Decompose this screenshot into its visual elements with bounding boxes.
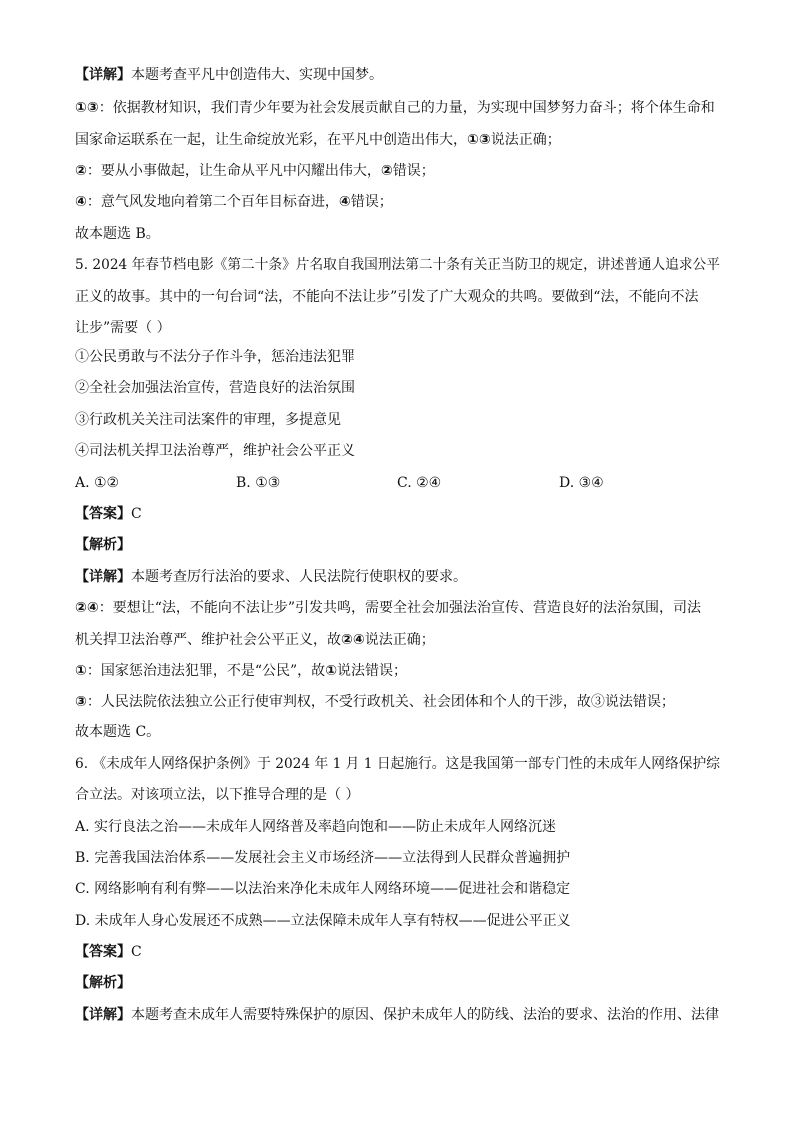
q5-point1-line2 [75, 630, 435, 650]
q5-option-b: B. ①③ [236, 475, 281, 491]
q5-stem-line3: 让步”需要（ ） [75, 320, 171, 336]
detail-tag: 【详解】 [75, 569, 131, 585]
q6-option-d: D. 未成年人身心发展还不成熟——立法保障未成年人享有特权——促进公平正义 [75, 913, 571, 929]
q6-analysis-line [75, 973, 131, 993]
q5-stem-line1: 5. 2024 年春节档电影《第二十条》片名取自我国刑法第二十条有关正当防卫的规定，讲述普通人追求公平 [75, 257, 720, 273]
point-text: ：人民法院依法独立公正行使审判权，不受行政机关、社会团体和个人的干涉，故③说法错误； [86, 694, 675, 710]
detail-tag: 【详解】 [75, 1007, 131, 1023]
detail-text: 本题考查平凡中创造伟大、实现中国梦。 [131, 67, 383, 83]
q4-point3 [75, 192, 393, 212]
point-text: ：依据教材知识，我们青少年要为社会发展贡献自己的力量，为实现中国梦努力奋斗；将个体生命和 [98, 100, 715, 116]
q5-conclusion: 故本题选 C。 [75, 724, 161, 740]
point-text: 说法错误； [337, 663, 408, 679]
answer-value: C [131, 944, 142, 960]
q6-answer-line [75, 942, 142, 962]
detail-text: 本题考查未成年人需要特殊保护的原因、保护未成年人的防线、法治的要求、法治的作用、法律 [131, 1007, 719, 1023]
q4-point1-line1 [75, 98, 715, 118]
q6-option-c: C. 网络影响有利有弊——以法治来净化未成年人网络环境——促进社会和谐稳定 [75, 881, 571, 897]
answer-tag: 【答案】 [75, 506, 131, 522]
q5-answer-line [75, 504, 142, 524]
q5-stem-line2: 正义的故事。其中的一句台词“法，不能向不法让步”引发了广大观众的共鸣。要做到“法，不能向不法 [75, 289, 699, 305]
q6-stem-line1: 6. 《未成年人网络保护条例》于 2024 年 1 月 1 日起施行。这是我国第一部专门性的未成年人网络保护综 [75, 756, 720, 772]
q5-item-4: ④司法机关捍卫法治尊严，维护社会公平正义 [75, 443, 355, 459]
q4-point2 [75, 161, 435, 181]
answer-value: C [131, 506, 142, 522]
point-text: ：国家惩治违法犯罪，不是“公民”，故 [86, 663, 326, 679]
item-mark: ④ [75, 194, 87, 210]
point-text: 国家命运联系在一起，让生命绽放光彩，在平凡中创造出伟大， [75, 132, 467, 148]
q6-stem-line2: 合立法。对该项立法，以下推导合理的是（ ） [75, 787, 360, 803]
point-text: 错误； [392, 163, 435, 179]
item-mark: ①③ [75, 100, 99, 116]
item-mark: ② [380, 163, 393, 179]
answer-tag: 【答案】 [75, 944, 131, 960]
analysis-tag: 【解析】 [75, 975, 131, 991]
q6-option-b: B. 完善我国法治体系——发展社会主义市场经济——立法得到人民群众普遍拥护 [75, 850, 571, 866]
q5-detail-line [75, 567, 467, 587]
point-text: ：意气风发地向着第二个百年目标奋进， [86, 194, 339, 210]
point-text: 说法正确； [490, 132, 561, 148]
item-mark: ① [325, 663, 338, 679]
q5-item-1: ①公民勇敢与不法分子作斗争，惩治违法犯罪 [75, 349, 355, 365]
item-mark: ② [75, 163, 87, 179]
q5-point3 [75, 692, 675, 712]
item-mark: ① [75, 663, 87, 679]
q6-detail-line [75, 1005, 719, 1025]
q5-option-a: A. ①② [75, 475, 120, 491]
q6-option-a: A. 实行良法之治——未成年人网络普及率趋向饱和——防止未成年人网络沉迷 [75, 819, 557, 835]
q4-point1-line2 [75, 130, 561, 150]
item-mark: ①③ [467, 132, 491, 148]
item-mark: ④ [338, 194, 351, 210]
q5-option-c: C. ②④ [397, 475, 442, 491]
item-mark: ②④ [341, 632, 365, 648]
point-text: 说法正确； [364, 632, 435, 648]
q5-item-2: ②全社会加强法治宣传，营造良好的法治氛围 [75, 380, 355, 396]
q4-conclusion: 故本题选 B。 [75, 226, 160, 242]
q5-analysis-line [75, 535, 131, 555]
point-text: 错误； [350, 194, 393, 210]
item-mark: ②④ [75, 600, 99, 616]
analysis-tag: 【解析】 [75, 537, 131, 553]
detail-tag: 【详解】 [75, 67, 131, 83]
point-text: ：要从小事做起，让生命从平凡中闪耀出伟大， [86, 163, 381, 179]
item-mark: ③ [75, 694, 87, 710]
q5-option-d: D. ③④ [559, 475, 604, 491]
point-text: ：要想让“法，不能向不法让步”引发共鸣，需要全社会加强法治宣传、营造良好的法治氛围，司法 [98, 600, 702, 616]
q5-item-3: ③行政机关关注司法案件的审理，多提意见 [75, 412, 341, 428]
point-text: 机关捍卫法治尊严、维护社会公平正义，故 [75, 632, 341, 648]
detail-text: 本题考查厉行法治的要求、人民法院行使职权的要求。 [131, 569, 467, 585]
q5-point2 [75, 661, 407, 681]
q5-point1-line1 [75, 598, 701, 618]
q4-detail-line [75, 65, 383, 85]
